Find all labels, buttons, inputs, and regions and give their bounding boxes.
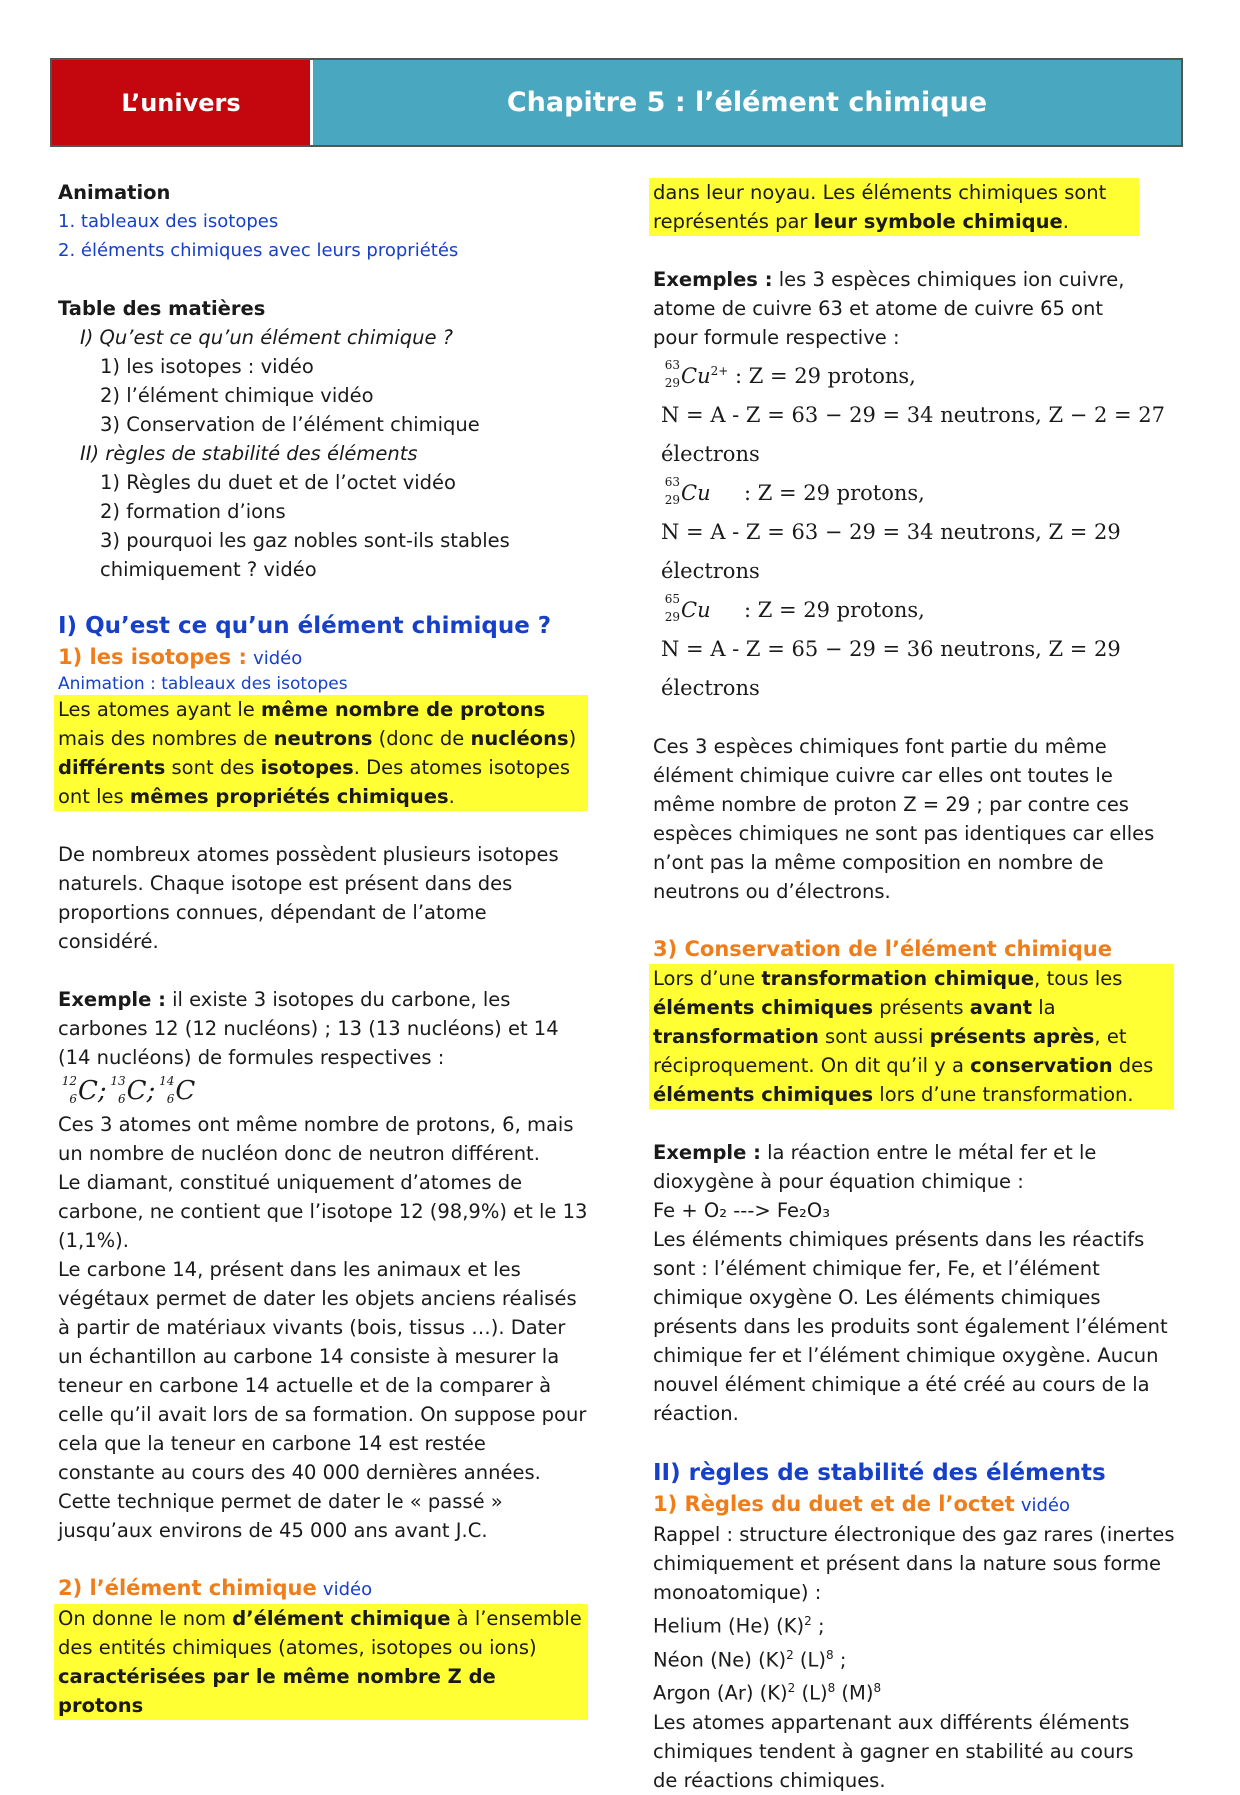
chemical-equation: Fe + O₂ ---> Fe₂O₃	[653, 1199, 831, 1222]
argon-config: Argon (Ar) $(K)^2$ $(L)^8$ $(M)^8$	[653, 1681, 882, 1705]
carbon-example: Exemple : il existe 3 isotopes du carbone, les carbones 12 (12 nucléons) ; 13 (13 nucléons) et 14 (14 nucléons) de formules respectives :	[58, 988, 559, 1069]
animation-heading: Animation	[58, 181, 171, 204]
chapter-banner	[50, 58, 1183, 147]
element-definition: On donne le nom d’élément chimique à l’ensemble des entités chimiques (atomes, isotopes ou ions) caractérisées par le même nombre Z de protons	[54, 1604, 588, 1720]
toc-item[interactable]: 2) formation d’ions	[100, 500, 286, 523]
toc-item[interactable]: 1) Règles du duet et de l’octet vidéo	[100, 471, 456, 494]
formula-line: 63 29 $Cu^{2+}$ : Z = 29 protons,	[664, 358, 916, 390]
subsection-label: 1) Règles du duet et de l’octet	[653, 1492, 1015, 1516]
copper-paragraph: Ces 3 espèces chimiques font partie du même élément chimique cuivre car elles ont toutes le même nombre de proton Z = 29 ; par contre ces espèces chimiques ne sont pas identiques car elles n’ont pas la même composition en nombre de neutrons ou d’électrons.	[653, 735, 1155, 903]
chapter-title: Chapitre 5 : l’élément chimique	[310, 60, 1181, 145]
formula-line: 65 29 Cu : Z = 29 protons,	[664, 592, 925, 624]
formula-line: N = A - Z = 63 − 29 = 34 neutrons, Z = 29 électrons	[661, 520, 1121, 583]
subsection-duet-octet-title	[653, 1490, 1193, 1520]
toc-item[interactable]: 1) les isotopes : vidéo	[100, 355, 314, 378]
iron-example: Exemple : la réaction entre le métal fer et le dioxygène à pour équation chimique :	[653, 1141, 1097, 1193]
animation-link-1[interactable]: 1. tableaux des isotopes	[58, 211, 279, 232]
stability-paragraph: Les atomes appartenant aux différents éléments chimiques tendent à gagner en stabilité au cours de réactions chimiques.	[653, 1710, 1134, 1792]
conservation-definition: Lors d’une transformation chimique, tous les éléments chimiques présents avant la transformation sont aussi présents après, et réciproquement. On dit qu’il y a conservation des éléments chimiques lors d’une transformation.	[649, 964, 1174, 1109]
copper-formulas	[653, 352, 1193, 708]
subsection-conservation-title: 3) Conservation de l’élément chimique	[653, 937, 1112, 961]
iron-paragraph: Les éléments chimiques présents dans les réactifs sont : l’élément chimique fer, Fe, et l’élément chimique oxygène O. Les éléments chimiques présents dans les produits sont également l’élément chimique fer et l’élément chimique oxygène. Aucun nouvel élément chimique a été créé au cours de la réaction.	[653, 1228, 1168, 1425]
subsection-label: 2) l’élément chimique	[58, 1576, 317, 1600]
copper-example: Exemples : les 3 espèces chimiques ion cuivre, atome de cuivre 63 et atome de cuivre 65 ont pour formule respective :	[653, 268, 1125, 349]
neon-config: Néon (Ne) $(K)^2$ $(L)^8$ ;	[653, 1647, 847, 1671]
video-link[interactable]: vidéo	[253, 648, 303, 669]
toc-item[interactable]: 2) l’élément chimique vidéo	[100, 384, 374, 407]
right-column	[653, 178, 1193, 1795]
section-2-title: II) règles de stabilité des éléments	[653, 1460, 1106, 1486]
animation-link-2[interactable]: 2. éléments chimiques avec leurs propriétés	[58, 240, 459, 261]
formula-line: 63 29 Cu : Z = 29 protons,	[664, 475, 925, 507]
helium-config: Helium (He) $(K)^2$ ;	[653, 1614, 825, 1638]
video-link[interactable]: vidéo	[322, 1579, 373, 1600]
subsection-isotopes-title	[58, 643, 588, 673]
subsection-element-title	[58, 1574, 588, 1604]
carbon-paragraph-3: Le carbone 14, présent dans les animaux et les végétaux permet de dater les objets anciens réalisés à partir de matériaux vivants (bois, tissus …). Dater un échantillon au carbone 14 consiste à mesurer la teneur en carbone 14 actuelle et de la comparer à celle qu’il avait lors de sa formation. On suppose pour cela que la teneur en carbone 14 est restée constante au cours des 40 000 dernières années. Cette technique permet de dater le « passé » jusqu’aux environs de 45 000 ans avant J.C.	[58, 1258, 587, 1542]
section-1-title: I) Qu’est ce qu’un élément chimique ?	[58, 613, 552, 639]
toc-item[interactable]: 3) Conservation de l’élément chimique	[100, 413, 480, 436]
video-link[interactable]: vidéo	[1020, 1495, 1071, 1516]
isotopes-definition: Les atomes ayant le même nombre de protons mais des nombres de neutrons (donc de nucléons) différents sont des isotopes. Des atomes isotopes ont les mêmes propriétés chimiques.	[54, 695, 588, 811]
formula-line: N = A - Z = 63 − 29 = 34 neutrons, Z − 2 = 27 électrons	[661, 403, 1166, 466]
natural-isotopes-paragraph: De nombreux atomes possèdent plusieurs isotopes naturels. Chaque isotope est présent dans des proportions connues, dépendant de l’atome considéré.	[58, 843, 559, 953]
element-definition-continued: dans leur noyau. Les éléments chimiques sont représentés par leur symbole chimique.	[649, 178, 1139, 236]
noble-gas-reminder: Rappel : structure électronique des gaz rares (inertes chimiquement et présent dans la nature sous forme monoatomique) :	[653, 1523, 1175, 1604]
theme-label: L’univers	[52, 60, 310, 145]
example-label: Exemple :	[653, 1141, 761, 1164]
carbon-isotope-formulas: 12 6 C; 13 6 C; 14 6 C	[61, 1074, 196, 1106]
carbon-paragraph-1: Ces 3 atomes ont même nombre de protons, 6, mais un nombre de nucléon donc de neutron différent.	[58, 1113, 574, 1165]
left-column	[58, 178, 588, 1720]
carbon-paragraph-2: Le diamant, constitué uniquement d’atomes de carbone, ne contient que l’isotope 12 (98,9%) et le 13 (1,1%).	[58, 1171, 588, 1252]
example-label: Exemple :	[58, 988, 166, 1011]
toc-heading: Table des matières	[58, 297, 266, 320]
animation-link-isotopes[interactable]: Animation : tableaux des isotopes	[58, 674, 348, 694]
toc-item[interactable]: I) Qu’est ce qu’un élément chimique ?	[80, 326, 454, 349]
subsection-label: 1) les isotopes :	[58, 645, 247, 669]
toc-item[interactable]: 3) pourquoi les gaz nobles sont-ils stables chimiquement ? vidéo	[100, 529, 510, 581]
example-label: Exemples :	[653, 268, 773, 291]
toc-item[interactable]: II) règles de stabilité des éléments	[80, 442, 418, 465]
formula-line: N = A - Z = 65 − 29 = 36 neutrons, Z = 29 électrons	[661, 637, 1121, 700]
